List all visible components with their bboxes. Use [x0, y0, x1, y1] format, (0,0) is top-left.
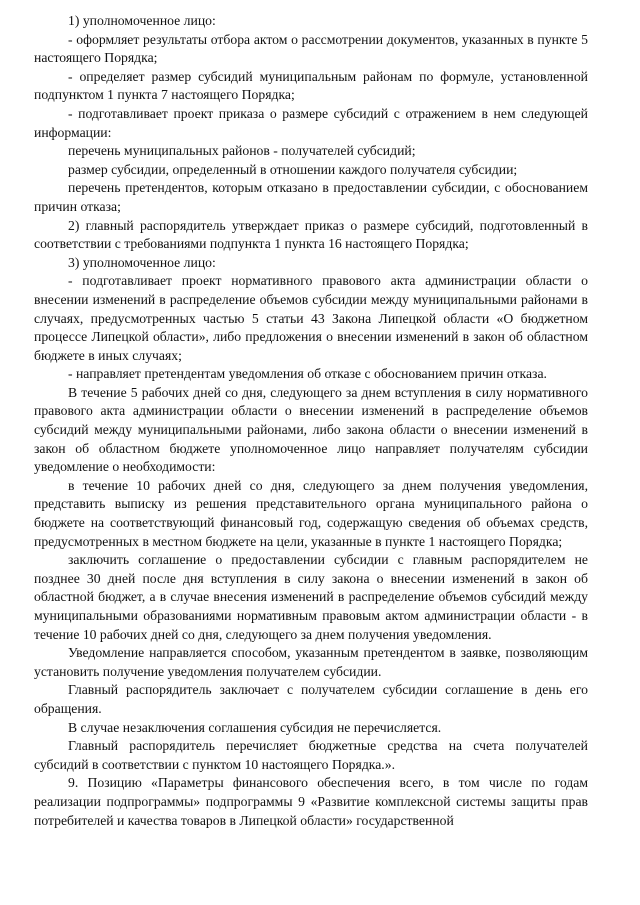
- paragraph: размер субсидии, определенный в отношении каждого получателя субсидии;: [68, 161, 518, 177]
- paragraph: - подготавливает проект приказа о размере субсидий с отражением в нем следующей информации:: [34, 105, 588, 140]
- paragraph: В случае незаключения соглашения субсидия не перечисляется.: [68, 719, 442, 735]
- paragraph: в течение 10 рабочих дней со дня, следующего за днем получения уведомления, представить выписку из решения представительного органа муниципального района о бюджете на соответствующий финансовый год, содержащую сведения об объемах средств, предусмотренных в местном бюджете на цели, указанные в пункте 1 настоящего Порядка;: [34, 477, 588, 549]
- paragraph: заключить соглашение о предоставлении субсидии с главным распорядителем не позднее 30 дней после дня вступления в силу закона о внесении изменений в закон об областной бюджет, а в случае внесения изменений в распределение объемов субсидий между муниципальными образованиями нормативным правовым актом администрации области - в течение 10 рабочих дней со дня, следующего за днем получения уведомления.: [34, 552, 588, 642]
- paragraph: перечень муниципальных районов - получателей субсидий;: [68, 143, 416, 159]
- paragraph: 3) уполномоченное лицо:: [68, 254, 216, 270]
- paragraph: Главный распорядитель заключает с получателем субсидии соглашение в день его обращения.: [34, 682, 588, 716]
- paragraph: 2) главный распорядитель утверждает приказ о размере субсидий, подготовленный в соответствии с требованиями подпункта 1 пункта 16 настоящего Порядка;: [34, 217, 588, 252]
- paragraph: Уведомление направляется способом, указанным претендентом в заявке, позволяющим установить получение уведомления получателем субсидии.: [34, 645, 588, 679]
- paragraph: 1) уполномоченное лицо:: [68, 13, 216, 28]
- paragraph: - подготавливает проект нормативного правового акта администрации области о внесении изменений в распределение объемов субсидии между муниципальными районами в случаях, предусмотренных частью 5 статьи 43 Закона Липецкой области «О бюджетном процессе Липецкой области», либо предложения о внесении изменений в закон об областном бюджете в иных случаях;: [34, 273, 588, 363]
- paragraph: Главный распорядитель перечисляет бюджетные средства на счета получателей субсидий в соответствии с пунктом 10 настоящего Порядка.».: [34, 738, 588, 772]
- paragraph: перечень претендентов, которым отказано в предоставлении субсидии, с обоснованием причин отказа;: [34, 180, 588, 214]
- paragraph: - определяет размер субсидий муниципальным районам по формуле, установленной подпунктом 1 пункта 7 настоящего Порядка;: [34, 68, 588, 103]
- paragraph: - оформляет результаты отбора актом о рассмотрении документов, указанных в пункте 5 настоящего Порядка;: [34, 31, 588, 66]
- paragraph: В течение 5 рабочих дней со дня, следующего за днем вступления в силу нормативного правового акта администрации области о внесении изменений в распределение объемов субсидий между муниципальными районами, либо закона области о внесении изменений в закон об областном бюджете уполномоченное лицо направляет получателям субсидии уведомление о необходимости:: [34, 384, 588, 475]
- paragraph: 9. Позицию «Параметры финансового обеспечения всего, в том числе по годам реализации подпрограммы» подпрограммы 9 «Развитие комплексной системы защиты прав потребителей и качества товаров в Липецкой области» государственной: [34, 775, 588, 828]
- paragraph: - направляет претендентам уведомления об отказе с обоснованием причин отказа.: [68, 366, 547, 382]
